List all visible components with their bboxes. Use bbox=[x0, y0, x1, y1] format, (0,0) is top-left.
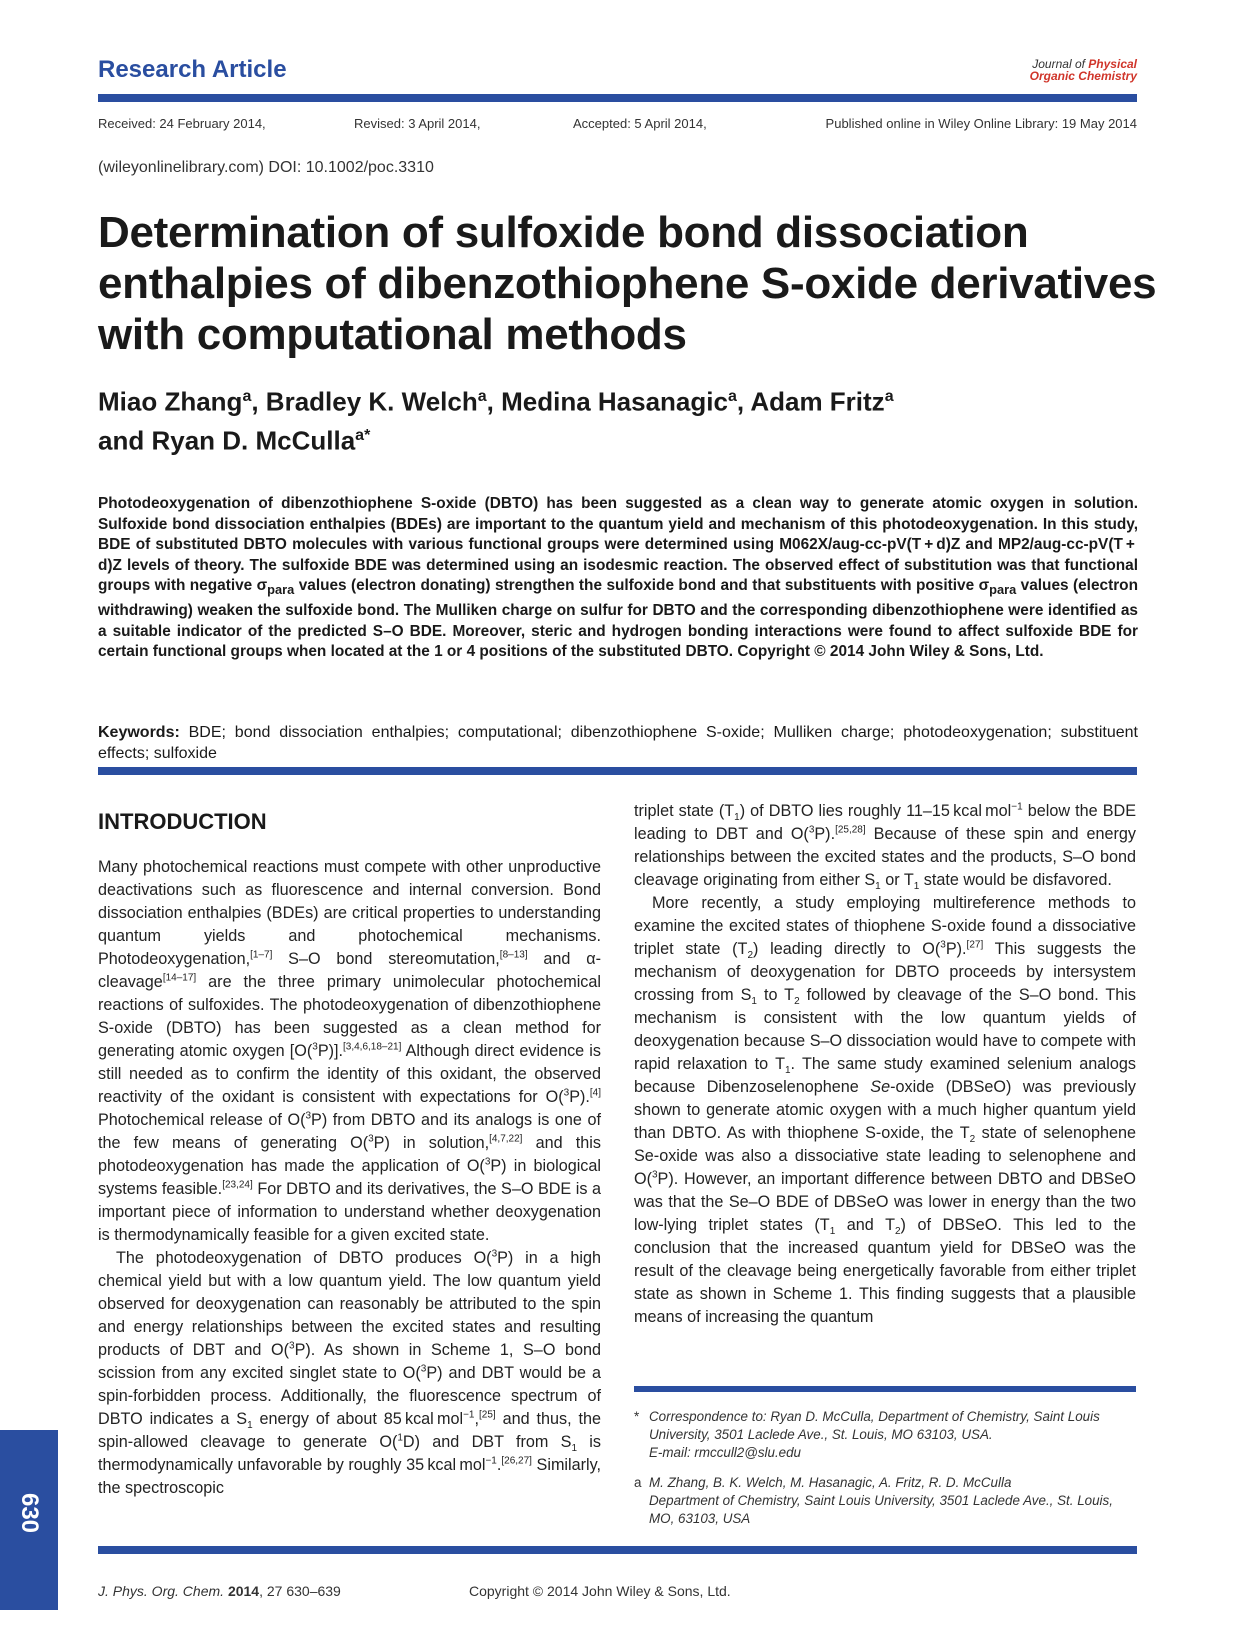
text-run: ) of DBTO lies roughly 11–15 kcal mol bbox=[739, 802, 1012, 820]
text-run: Se bbox=[870, 1078, 891, 1096]
text-run: ) of DBSeO. This led to the conclusion that the increased quantum yield for DBSeO was the result of the cleavage being energetically favorable from either triplet state as shown in Scheme 1. This finding suggests that a plausible means of increasing the quantum bbox=[634, 1216, 1136, 1326]
text-run: state would be disfavored. bbox=[919, 871, 1112, 889]
text-run: Although direct evidence is still needed as to confirm the identity of this oxidant, the observed reactivity of the oxidant is consistent with expectations for O( bbox=[98, 1042, 601, 1106]
section-heading: INTRODUCTION bbox=[98, 809, 267, 834]
citation-ref[interactable]: [1–7] bbox=[250, 949, 273, 961]
keywords-label: Keywords: bbox=[98, 724, 180, 741]
footnote-rule bbox=[634, 1386, 1136, 1392]
author: Adam Fritz bbox=[750, 386, 885, 417]
text-run: This suggests the mechanism of deoxygenation for DBTO proceeds by intersystem crossing from S bbox=[634, 940, 1137, 1004]
header-rule bbox=[98, 94, 1137, 102]
paragraph bbox=[634, 892, 1136, 1329]
email[interactable]: E-mail: rmccull2@slu.edu bbox=[649, 1445, 802, 1460]
column-right bbox=[634, 800, 1136, 1329]
text-run: and thus, the spin-allowed cleavage to generate O( bbox=[98, 1410, 601, 1451]
text-run: The photodeoxygenation of DBTO produces O( bbox=[116, 1249, 492, 1267]
affiliation-mark: a bbox=[477, 388, 487, 405]
subscript: 1 bbox=[751, 996, 757, 1008]
text-run: Many photochemical reactions must compete with other unproductive deactivations such as fluorescence and internal conversion. Bond dissociation enthalpies (BDEs) are critical properties to understanding quantum yields and photochemical mechanisms. Photodeoxygenation, bbox=[98, 858, 601, 968]
citation-year: 2014 bbox=[227, 1583, 260, 1599]
abstract-rule bbox=[98, 767, 1137, 775]
text-run: . The same study examined selenium analogs because Dibenzoselenophene bbox=[634, 1055, 1136, 1096]
citation bbox=[98, 1583, 341, 1599]
text-run: P). bbox=[814, 825, 836, 843]
text-run: P). However, an important difference between DBTO and DBSeO was that the Se–O BDE of DBSeO was lower in energy than the two low-lying triplet states (T bbox=[634, 1170, 1136, 1234]
citation-ref[interactable]: [4] bbox=[589, 1087, 601, 1099]
abstract-subscript: para bbox=[989, 582, 1017, 598]
superscript: 3 bbox=[563, 1087, 570, 1099]
paragraph bbox=[98, 1247, 601, 1500]
text-run: below the BDE leading to DBT and O( bbox=[634, 802, 1136, 843]
abstract-subscript: para bbox=[267, 582, 295, 598]
article-type: Research Article bbox=[98, 56, 287, 83]
subscript: 1 bbox=[875, 881, 881, 893]
paragraph bbox=[634, 800, 1136, 892]
journal-logo-part3: Organic Chemistry bbox=[1029, 69, 1137, 83]
superscript: 3 bbox=[651, 1169, 658, 1181]
superscript: −1 bbox=[463, 1409, 475, 1421]
affiliation-authors: M. Zhang, B. K. Welch, M. Hasanagic, A. Fritz, R. D. McCulla bbox=[649, 1475, 1012, 1490]
paragraph bbox=[98, 856, 601, 1247]
subscript: 2 bbox=[894, 1226, 901, 1238]
text-run: P). bbox=[569, 1088, 590, 1106]
journal-abbrev: J. Phys. Org. Chem. bbox=[98, 1583, 225, 1599]
page-number: 630 bbox=[16, 1492, 43, 1534]
citation-ref[interactable]: [14–17] bbox=[162, 972, 197, 984]
superscript: 3 bbox=[305, 1110, 312, 1122]
text-run: Because of these spin and energy relationships between the excited states and the products, S–O bond cleavage originating from either S bbox=[634, 825, 1136, 889]
text-run: triplet state (T bbox=[634, 802, 735, 820]
superscript: −1 bbox=[1011, 801, 1023, 813]
text-run: P) in biological systems feasible. bbox=[98, 1157, 601, 1198]
keywords-text: BDE; bond dissociation enthalpies; computational; dibenzothiophene S-oxide; Mulliken charge; photodeoxygenation; substituent effects; sulfoxide bbox=[98, 724, 1138, 762]
citation-ref[interactable]: [27] bbox=[966, 939, 984, 951]
footnote-mark: a bbox=[634, 1475, 642, 1490]
text-run: and this photodeoxygenation has made the application of O( bbox=[98, 1134, 601, 1175]
text-run: to T bbox=[756, 986, 795, 1004]
text-run: More recently, a study employing multireference methods to examine the excited states of thiophene S-oxide found a dissociative triplet state (T bbox=[634, 894, 1136, 958]
affiliation-mark: a bbox=[242, 388, 252, 405]
article-title: Determination of sulfoxide bond dissociation enthalpies of dibenzothiophene S-oxide derivatives with computational methods bbox=[98, 208, 1157, 359]
citation-ref[interactable]: [25] bbox=[479, 1409, 496, 1421]
text-run: P). bbox=[945, 940, 967, 958]
text-run: is thermodynamically unfavorable by roughly 35 kcal mol bbox=[98, 1433, 602, 1474]
text-run: S–O bond stereomutation, bbox=[272, 950, 500, 968]
text-run: or T bbox=[880, 871, 914, 889]
published-date: Published online in Wiley Online Library: 19 May 2014 bbox=[825, 116, 1137, 131]
text-run: P)]. bbox=[317, 1042, 343, 1060]
correspondence-text: Correspondence to: Ryan D. McCulla, Department of Chemistry, Saint Louis University, 3501 Laclede Ave., St. Louis, MO 63103, USA. bbox=[649, 1409, 1100, 1442]
text-run: ) leading directly to O( bbox=[753, 940, 941, 958]
citation-ref[interactable]: [26,27] bbox=[501, 1455, 532, 1467]
keywords bbox=[98, 722, 1138, 764]
journal-logo-part2: Physical bbox=[1088, 57, 1137, 71]
text-run: and T bbox=[835, 1216, 895, 1234]
superscript: 3 bbox=[808, 824, 815, 836]
subscript: 2 bbox=[794, 996, 800, 1008]
subscript: 2 bbox=[969, 1134, 976, 1146]
superscript: 3 bbox=[289, 1340, 295, 1352]
superscript: 3 bbox=[368, 1133, 374, 1145]
subscript: 1 bbox=[247, 1420, 253, 1432]
revised-date: Revised: 3 April 2014, bbox=[354, 116, 481, 131]
abstract bbox=[98, 494, 1138, 663]
text-run: P) and DBT would be a spin-forbidden process. Additionally, the fluorescence spectrum of DBTO indicates a S bbox=[98, 1364, 601, 1428]
citation-ref[interactable]: [23,24] bbox=[222, 1179, 253, 1191]
text-run: P). As shown in Scheme 1, S–O bond scission from any excited singlet state to O( bbox=[98, 1341, 601, 1382]
author: Bradley K. Welch bbox=[265, 386, 478, 417]
text-run: D) and DBT from S bbox=[402, 1433, 572, 1451]
journal-logo bbox=[1030, 58, 1137, 82]
superscript: 3 bbox=[312, 1041, 318, 1053]
text-run: Similarly, the spectroscopic bbox=[98, 1456, 601, 1497]
abstract-text: values (electron withdrawing) weaken the sulfoxide bond. The Mulliken charge on sulfur for DBTO and the corresponding dibenzothiophene were identified as a suitable indicator of the predicted S–O BDE. Moreover, steric and hydrogen bonding interactions were found to affect sulfoxide BDE for certain functional groups when located at the 1 or 4 positions of the substituted DBTO. Copyright © 2014 John Wiley & Sons, Ltd. bbox=[98, 577, 1138, 661]
text-run: and α-cleavage bbox=[98, 950, 601, 991]
text-run: P) in a high chemical yield but with a low quantum yield. The low quantum yield observed for deoxygenation can reasonably be attributed to the spin and energy relationships between the excited states and resulting products of DBT and O( bbox=[98, 1249, 601, 1359]
superscript: 3 bbox=[420, 1363, 427, 1375]
received-date: Received: 24 February 2014, bbox=[98, 116, 266, 131]
doi: (wileyonlinelibrary.com) DOI: 10.1002/poc.3310 bbox=[98, 159, 434, 176]
footnotes bbox=[634, 1408, 1136, 1528]
text-run: , bbox=[474, 1410, 479, 1428]
citation-ref[interactable]: [8–13] bbox=[499, 949, 528, 961]
subscript: 1 bbox=[784, 1065, 791, 1077]
text-run: . bbox=[496, 1456, 502, 1474]
subscript: 1 bbox=[734, 812, 740, 824]
abstract-text: values (electron donating) strengthen the sulfoxide bond and that substituents with positive σ bbox=[294, 577, 990, 595]
subscript: 1 bbox=[829, 1226, 836, 1238]
affiliation-mark: a* bbox=[355, 426, 371, 444]
superscript: 1 bbox=[397, 1432, 403, 1444]
affiliation-address: Department of Chemistry, Saint Louis University, 3501 Laclede Ave., St. Louis, MO, 63103, USA bbox=[649, 1493, 1113, 1526]
text-run: followed by cleavage of the S–O bond. This mechanism is consistent with the low quantum yields of deoxygenation because S–O dissociation would have to compete with rapid relaxation to T bbox=[634, 986, 1136, 1073]
accepted-date: Accepted: 5 April 2014, bbox=[573, 116, 707, 131]
text-run: -oxide (DBSeO) was previously shown to generate atomic oxygen with a much higher quantum yield than DBTO. As with thiophene S-oxide, the T bbox=[634, 1078, 1136, 1142]
subscript: 1 bbox=[913, 881, 920, 893]
authors: Miao Zhang$^a$, Bradley K. Welch$^a$, Medina Hasanagic$^a$, Adam Fritz$^a$ and Ryan D. McCulla$^{a*}$ bbox=[98, 386, 894, 456]
copyright: Copyright © 2014 John Wiley & Sons, Ltd. bbox=[469, 1583, 731, 1599]
citation-ref[interactable]: [3,4,6,18–21] bbox=[343, 1041, 402, 1053]
text-run: For DBTO and its derivatives, the S–O BDE is a important piece of information to understand whether deoxygenation is thermodynamically feasible for a given excited state. bbox=[98, 1180, 601, 1244]
citation-ref[interactable]: [25,28] bbox=[835, 824, 866, 836]
citation-ref[interactable]: [4,7,22] bbox=[489, 1133, 523, 1145]
author: Miao Zhang bbox=[98, 386, 243, 417]
text-run: Photochemical release of O( bbox=[98, 1111, 306, 1129]
journal-logo-part1: Journal of bbox=[1032, 57, 1089, 71]
author: Medina Hasanagic bbox=[501, 386, 728, 417]
text-run: P) in solution, bbox=[373, 1134, 490, 1152]
abstract-text: Photodeoxygenation of dibenzothiophene S-oxide (DBTO) has been suggested as a clean way to generate atomic oxygen in solution. Sulfoxide bond dissociation enthalpies (BDEs) are important to the quantum yield and mechanism of this photodeoxygenation. In this study, BDE of substituted DBTO molecules with various functional groups were determined using M062X/aug-cc-pV(T + d)Z and MP2/aug-cc-pV(T + d)Z levels of theory. The sulfoxide BDE was determined using an isodesmic reaction. The observed effect of substitution was that functional groups with negative σ bbox=[98, 495, 1138, 595]
affiliation-mark: a bbox=[884, 388, 894, 405]
text-run: energy of about 85 kcal mol bbox=[252, 1410, 464, 1428]
column-left bbox=[98, 856, 601, 1500]
superscript: 3 bbox=[491, 1248, 498, 1260]
superscript: 3 bbox=[940, 939, 946, 951]
footnote-mark: * bbox=[634, 1409, 640, 1424]
author: Ryan D. McCulla bbox=[151, 425, 356, 456]
citation-pages: , 27 630–639 bbox=[259, 1583, 341, 1599]
text-run: state of selenophene Se-oxide was also a dissociative state leading to selenophene and O( bbox=[634, 1124, 1136, 1188]
correspondence-note bbox=[634, 1408, 1136, 1462]
text-run: P) from DBTO and its analogs is one of the few means of generating O( bbox=[98, 1111, 601, 1152]
subscript: 1 bbox=[571, 1443, 578, 1455]
footer-rule bbox=[98, 1546, 1137, 1554]
affiliation-note bbox=[634, 1474, 1136, 1528]
text-run: are the three primary unimolecular photochemical reactions of sulfoxides. The photodeoxygenation of dibenzothiophene S-oxide (DBTO) has been suggested as a clean method for generating atomic oxygen [O( bbox=[98, 973, 601, 1060]
superscript: −1 bbox=[485, 1455, 497, 1467]
subscript: 2 bbox=[747, 950, 753, 962]
affiliation-mark: a bbox=[727, 388, 737, 405]
superscript: 3 bbox=[484, 1156, 491, 1168]
